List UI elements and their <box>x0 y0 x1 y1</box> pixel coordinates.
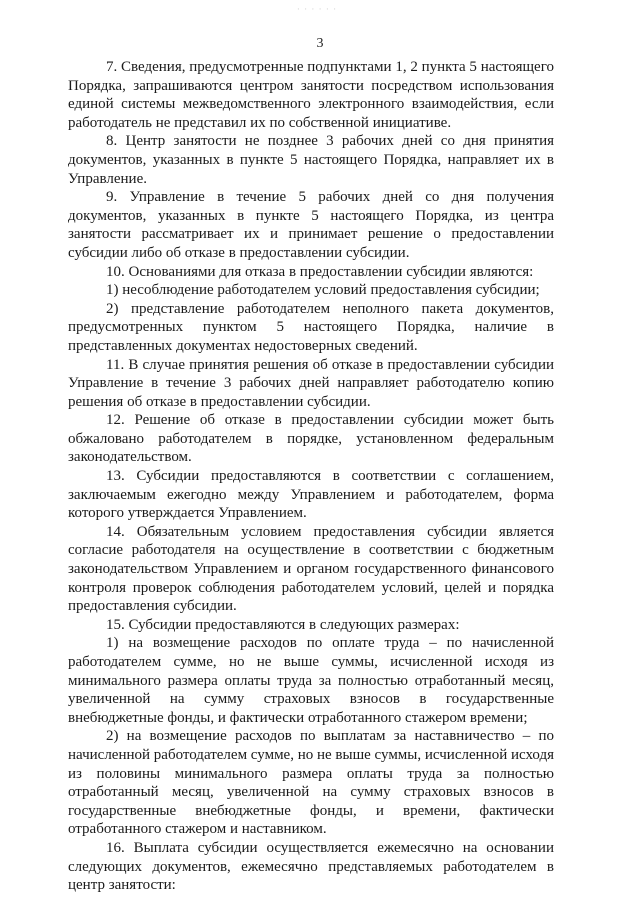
header-mark: · · · · · · <box>296 4 338 14</box>
paragraph-15: 15. Субсидии предоставляются в следующих размерах: <box>106 616 460 633</box>
page-number: 3 <box>316 36 324 51</box>
paragraph-10-item-1: 1) несоблюдение работодателем условий предоставления субсидии; <box>106 282 540 299</box>
paragraph-13: 13. Субсидии предоставляются в соответствии с соглашением, заключаемым ежегодно между Управлением и работодателем, форма которого утверждается Управлением. <box>68 468 554 522</box>
paragraph-8: 8. Центр занятости не позднее 3 рабочих дней со дня принятия документов, указанных в пункте 5 настоящего Порядка, направляет их в Управление. <box>68 133 554 187</box>
paragraph-14: 14. Обязательным условием предоставления субсидии является согласие работодателя на осуществление в соответствии с бюджетным законодательством Управлением и органом государственного финансового контроля проверок соблюдения работодателем условий, целей и порядка предоставления субсидии. <box>68 523 554 615</box>
paragraph-15-item-2: 2) на возмещение расходов по выплатам за наставничество – по начисленной работодателем сумме, но не выше суммы, исчисленной исходя из половины минимального размера оплаты труда за полностью отработанный месяц, увеличенной на сумму страховых взносов в государственные внебюджетные фонды, и времени, фактически отработанного стажером и наставником. <box>68 728 554 838</box>
paragraph-16: 16. Выплата субсидии осуществляется ежемесячно на основании следующих документов, ежемесячно представляемых работодателем в центр занятости: <box>68 839 554 894</box>
paragraph-10-item-2: 2) представление работодателем неполного пакета документов, предусмотренных пунктом 5 настоящего Порядка, наличие в представленных документах недостоверных сведений. <box>68 300 554 354</box>
paragraph-7: 7. Сведения, предусмотренные подпунктами 1, 2 пункта 5 настоящего Порядка, запрашиваются центром занятости посредством использования единой системы межведомственного электронного взаимодействия, если работодатель не представил их по собственной инициативе. <box>68 59 554 131</box>
paragraph-15-item-1: 1) на возмещение расходов по оплате труда – по начисленной работодателем сумме, но не выше суммы, исчисленной исходя из минимального размера оплаты труда за полностью отработанный месяц, увеличенной на сумму страховых взносов в государственные внебюджетные фонды, и фактически отработанного стажером времени; <box>68 635 554 726</box>
paragraph-9: 9. Управление в течение 5 рабочих дней со дня получения документов, указанных в пункте 5 настоящего Порядка, из центра занятости рассматривает их и принимает решение о предоставлении субсидии либо об отказе в предоставлении субсидии. <box>68 189 554 261</box>
paragraph-11: 11. В случае принятия решения об отказе в предоставлении субсидии Управление в течение 3 рабочих дней направляет работодателю копию решения об отказе в предоставлении субсидии. <box>68 356 554 410</box>
paragraph-12: 12. Решение об отказе в предоставлении субсидии может быть обжаловано работодателем в порядке, установленном федеральным законодательством. <box>68 412 554 466</box>
paragraph-10: 10. Основаниями для отказа в предоставлении субсидии являются: <box>106 263 534 280</box>
document-body <box>68 58 554 895</box>
